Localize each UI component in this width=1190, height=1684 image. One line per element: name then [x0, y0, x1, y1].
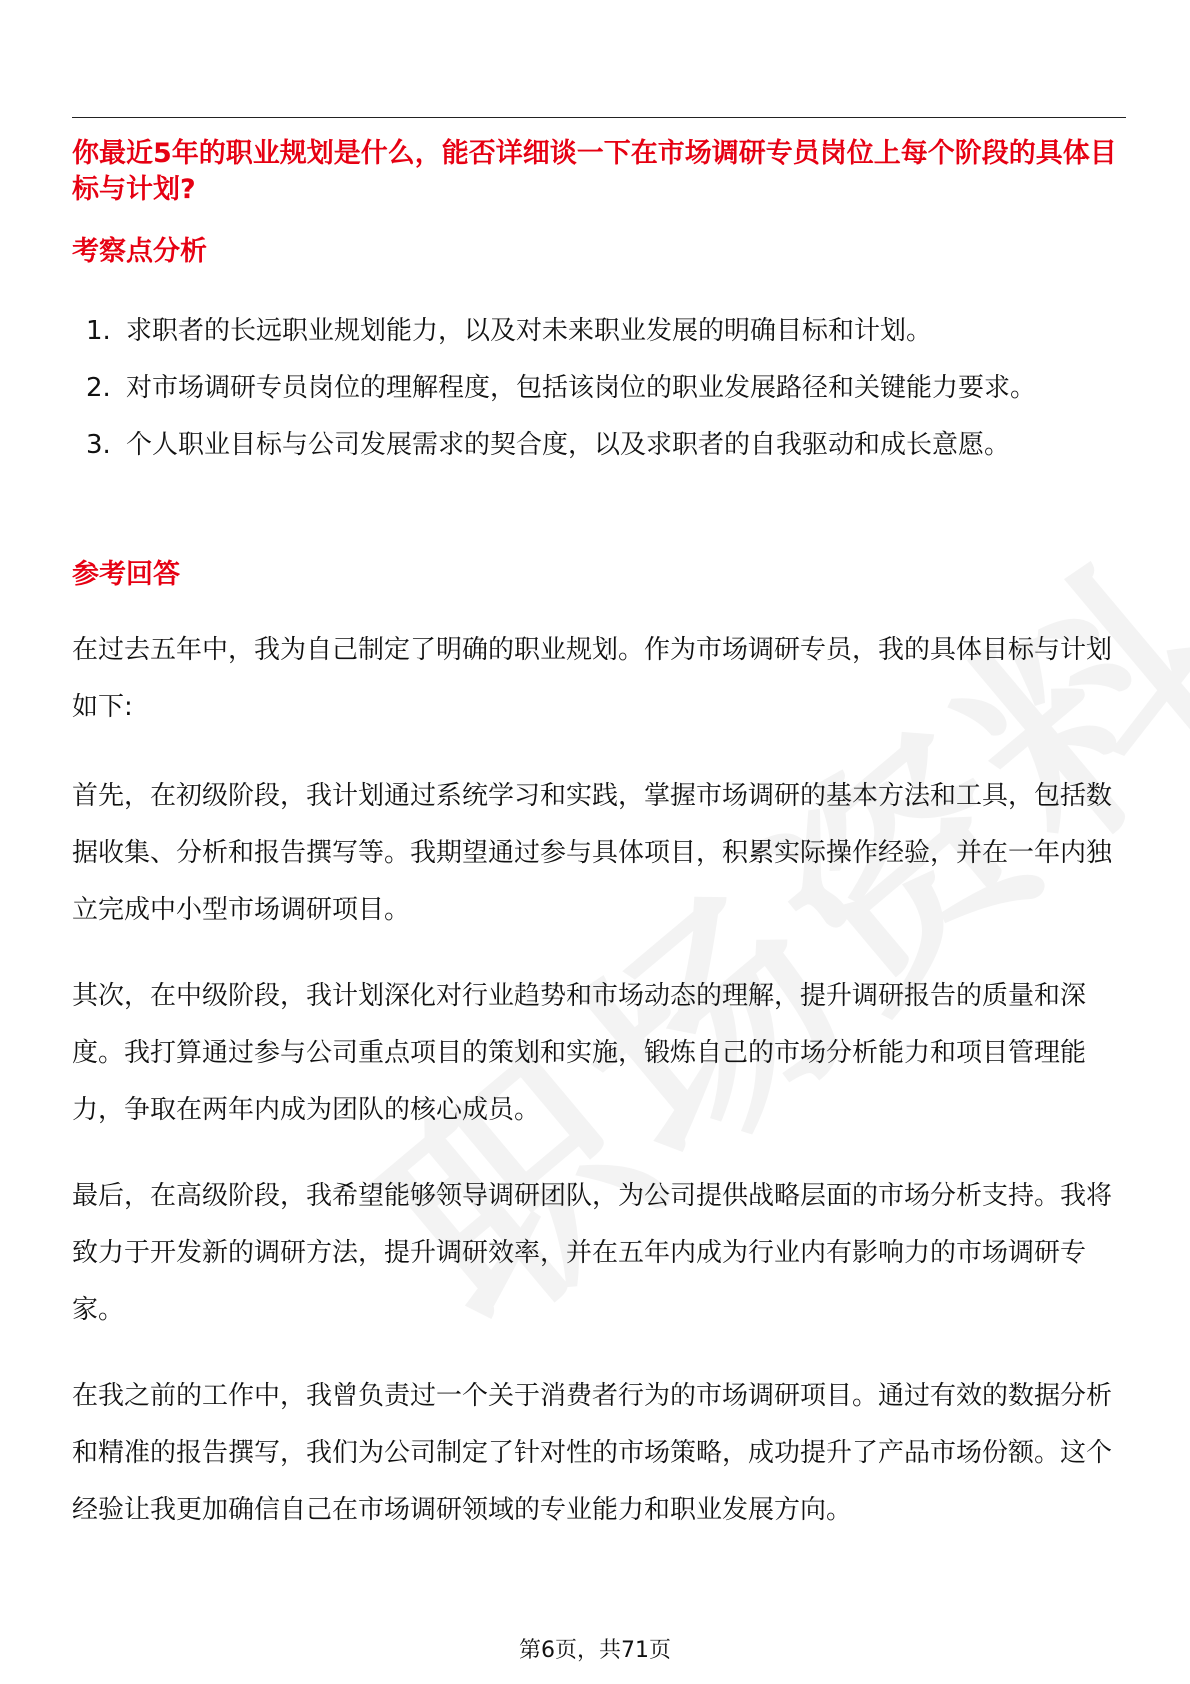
- list-item-number: 2.: [86, 373, 111, 403]
- answer-paragraph: 首先，在初级阶段，我计划通过系统学习和实践，掌握市场调研的基本方法和工具，包括数据收集、分析和报告撰写等。我期望通过参与具体项目，积累实际操作经验，并在一年内独立完成中小型市场调研项目。: [72, 781, 1113, 925]
- interview-question: 你最近5年的职业规划是什么，能否详细谈一下在市场调研专员岗位上每个阶段的具体目标与计划?: [72, 138, 1117, 205]
- answer-paragraph: 其次，在中级阶段，我计划深化对行业趋势和市场动态的理解，提升调研报告的质量和深度。我打算通过参与公司重点项目的策划和实施，锻炼自己的市场分析能力和项目管理能力，争取在两年内成为团队的核心成员。: [72, 981, 1087, 1125]
- analysis-heading: 考察点分析: [72, 236, 207, 267]
- list-item-text: 个人职业目标与公司发展需求的契合度，以及求职者的自我驱动和成长意愿。: [126, 430, 1011, 460]
- answer-paragraph: 在我之前的工作中，我曾负责过一个关于消费者行为的市场调研项目。通过有效的数据分析和精准的报告撰写，我们为公司制定了针对性的市场策略，成功提升了产品市场份额。这个经验让我更加确信自己在市场调研领域的专业能力和职业发展方向。: [72, 1381, 1113, 1525]
- page-number: 第6页，共71页: [519, 1638, 671, 1663]
- top-divider: [72, 117, 1126, 118]
- list-item-text: 求职者的长远职业规划能力，以及对未来职业发展的明确目标和计划。: [126, 316, 933, 346]
- list-item-number: 1.: [86, 316, 111, 346]
- list-item: [72, 417, 1126, 474]
- list-item-text: 对市场调研专员岗位的理解程度，包括该岗位的职业发展路径和关键能力要求。: [126, 373, 1037, 403]
- answer-paragraph: 最后，在高级阶段，我希望能够领导调研团队，为公司提供战略层面的市场分析支持。我将致力于开发新的调研方法，提升调研效率，并在五年内成为行业内有影响力的市场调研专家。: [72, 1181, 1113, 1325]
- answer-paragraph: 在过去五年中，我为自己制定了明确的职业规划。作为市场调研专员，我的具体目标与计划如下:: [72, 635, 1113, 722]
- list-item: [72, 360, 1126, 417]
- answer-heading: 参考回答: [72, 559, 180, 590]
- list-item: [72, 303, 1126, 360]
- analysis-list: [72, 303, 1126, 474]
- list-item-number: 3.: [86, 430, 111, 460]
